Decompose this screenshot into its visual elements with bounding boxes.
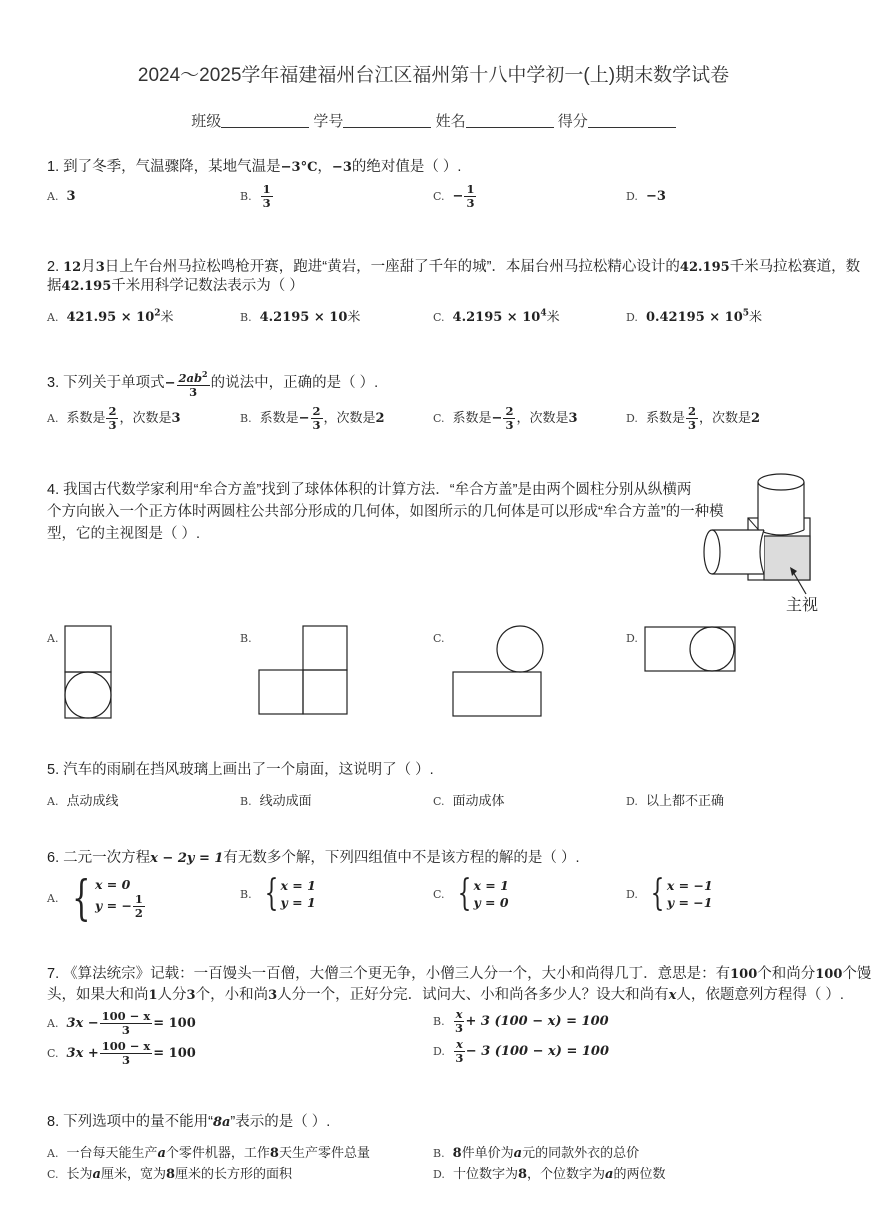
question-4-stem-line-1: 4. 我国古代数学家利用“牟合方盖”找到了球体体积的计算方法．“牟合方盖”是由两个圆柱分别从纵横两 [47, 482, 692, 498]
name-blank[interactable] [466, 113, 554, 128]
question-3-option-c[interactable]: C. 系数是− $\frac{2}{3}$ ，次数是3 [433, 404, 578, 432]
question-7-option-c[interactable]: C. 3x + $\frac{100 - x}{3}$ = 100 [47, 1039, 196, 1067]
circle [497, 626, 543, 672]
question-8-option-a[interactable]: A. 一台每天能生产a个零件机器，工作8天生产零件总量 [47, 1146, 370, 1161]
question-5-option-a[interactable]: A. 点动成线 [47, 794, 119, 809]
question-4-option-d-figure[interactable] [642, 624, 738, 676]
question-4-option-a[interactable]: A. [47, 631, 59, 645]
square [259, 670, 303, 714]
question-3-option-a[interactable]: A. 系数是 $\frac{2}{3}$ ，次数是3 [47, 404, 181, 432]
question-7-option-a[interactable]: A. 3x − $\frac{100 - x}{3}$ = 100 [47, 1009, 196, 1037]
score-label: 得分 [557, 113, 588, 130]
student-id-blank[interactable] [343, 113, 431, 128]
circle [65, 672, 111, 718]
question-6-option-c[interactable]: C. { x = 1 y = 0 [433, 873, 509, 914]
question-7-option-d[interactable]: D. $\frac{x}{3}$ − 3 (100 − x) = 100 [433, 1037, 609, 1065]
question-3-stem: 3. 下列关于单项式− $\frac{2ab^2}{3}$ 的说法中，正确的是（ ）. [47, 369, 379, 399]
square [303, 626, 347, 670]
question-4-option-d[interactable]: D. [626, 631, 638, 645]
question-4-option-a-figure[interactable] [62, 624, 114, 720]
question-7-option-b[interactable]: B. $\frac{x}{3}$ + 3 (100 − x) = 100 [433, 1007, 609, 1035]
horizontal-cylinder-end [704, 530, 720, 574]
question-1-option-c[interactable]: C. − $\frac{1}{3}$ [433, 182, 475, 210]
question-2-option-d[interactable]: D. $0.42195 \times 10^5$米 [626, 308, 763, 325]
question-4-option-b[interactable]: B. [240, 631, 252, 645]
circle [690, 627, 734, 671]
question-4-option-b-figure[interactable] [256, 624, 352, 720]
question-4-stem-line-3: 型，它的主视图是（ ）. [47, 526, 201, 542]
cube-front-face [764, 536, 810, 580]
question-8-option-b[interactable]: B. 8件单价为a元的同款外衣的总价 [433, 1146, 640, 1161]
question-1-option-d[interactable]: D. −3 [626, 189, 666, 204]
class-label: 班级 [191, 113, 222, 130]
question-2-option-a[interactable]: A. $421.95 \times 10^2$米 [47, 308, 174, 325]
question-6-stem: 6. 二元一次方程x − 2y = 1有无数多个解，下列四组值中不是该方程的解的是（ ）. [47, 850, 580, 866]
question-4-stem-line-2: 个方向嵌入一个正方体时两圆柱公共部分形成的几何体，如图所示的几何体是可以形成“牟合方盖”的一种模 [47, 504, 724, 520]
question-2-stem-line-1: 2. 12月3日上午台州马拉松鸣枪开赛，跑进“黄岩，一座甜了千年的城”．本届台州马拉松精心设计的42.195千米马拉松赛道，数 [47, 259, 861, 275]
question-6-option-b[interactable]: B. { x = 1 y = 1 [240, 873, 316, 914]
question-4-option-c-figure[interactable] [450, 624, 546, 720]
question-1-stem: 1. 到了冬季，气温骤降，某地气温是−3°C，−3的绝对值是（ ）. [47, 159, 462, 175]
square [303, 670, 347, 714]
class-blank[interactable] [221, 113, 309, 128]
rectangle [453, 672, 541, 716]
question-1-option-b[interactable]: B. $\frac{1}{3}$ [240, 182, 271, 210]
question-2-stem-line-2: 据42.195千米用科学记数法表示为（ ） [47, 278, 304, 294]
question-5-stem: 5. 汽车的雨刷在挡风玻璃上画出了一个扇面，这说明了（ ）. [47, 762, 434, 778]
question-7-stem-line-1: 7. 《算法统宗》记载：一百馒头一百僧，大僧三个更无争，小僧三人分一个，大小和尚得几丁．意思是：有100个和尚分100个馒 [47, 966, 871, 982]
question-1-option-a[interactable]: A. 3 [47, 189, 76, 204]
question-3-option-d[interactable]: D. 系数是 $\frac{2}{3}$ ，次数是2 [626, 404, 761, 432]
question-8-option-c[interactable]: C. 长为a厘米，宽为8厘米的长方形的面积 [47, 1167, 293, 1182]
score-blank[interactable] [588, 113, 676, 128]
front-view-label: 主视 [786, 595, 819, 614]
question-5-option-c[interactable]: C. 面动成体 [433, 794, 505, 809]
question-6-option-a[interactable]: A. { x = 0 y = − $\frac{1}{2}$ [47, 870, 143, 926]
question-5-option-d[interactable]: D. 以上都不正确 [626, 794, 724, 809]
question-3-option-b[interactable]: B. 系数是− $\frac{2}{3}$ ，次数是2 [240, 404, 385, 432]
question-8-stem: 8. 下列选项中的量不能用“8a”表示的是（ ）. [47, 1114, 331, 1130]
question-6-option-d[interactable]: D. { x = −1 y = −1 [626, 873, 713, 914]
question-4-option-c[interactable]: C. [433, 631, 445, 645]
name-label: 姓名 [435, 113, 466, 130]
question-2-option-b[interactable]: B. 4.2195 × 10米 [240, 310, 361, 325]
student-id-label: 学号 [313, 113, 344, 130]
square [65, 626, 111, 672]
exam-title: 2024～2025学年福建福州台江区福州第十八中学初一(上)期末数学试卷 [137, 65, 730, 86]
question-5-option-b[interactable]: B. 线动成面 [240, 794, 312, 809]
question-2-option-c[interactable]: C. $4.2195 \times 10^4$米 [433, 308, 560, 325]
question-4-solid-figure [700, 470, 840, 620]
vertical-cylinder-top [758, 474, 804, 490]
question-8-option-d[interactable]: D. 十位数字为8，个位数字为a的两位数 [433, 1167, 666, 1182]
student-info-row [0, 110, 867, 131]
question-7-stem-line-2: 头，如果大和尚1人分3个，小和尚3人分一个，正好分完．试问大、小和尚各多少人？设大和尚有x人，依题意列方程得（ ）. [47, 987, 844, 1003]
